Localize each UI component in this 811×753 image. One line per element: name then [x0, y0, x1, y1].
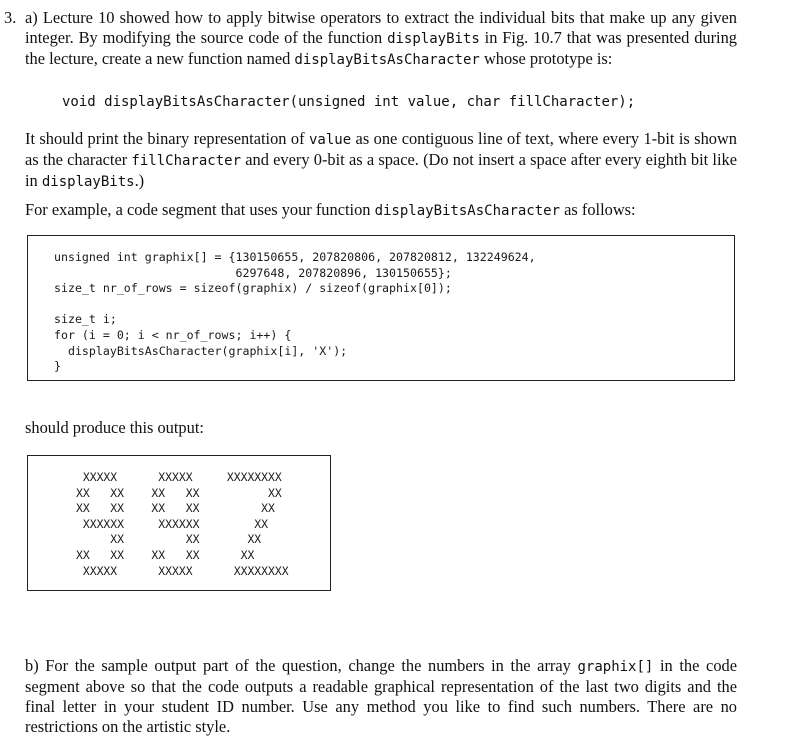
inline-code: displayBitsAsCharacter [374, 203, 561, 219]
sample-output-box [27, 455, 331, 591]
part-a-intro-paragraph [25, 8, 737, 70]
example-intro-paragraph [25, 200, 737, 221]
question-number: 3. [4, 8, 17, 27]
function-prototype: void displayBitsAsCharacter(unsigned int value, char fillCharacter); [62, 94, 636, 110]
code-line: XX XX XX [76, 532, 262, 547]
code-line: XX XX XX XX XX [76, 485, 282, 500]
text-run: as one contiguous line of text, where every 1-bit is shown as the character [25, 129, 737, 169]
inline-code: fillCharacter [131, 153, 241, 169]
text-run: as follows: [560, 200, 636, 219]
text-run: It should print the binary representation of [25, 129, 309, 148]
text-run: For example, a code segment that uses your function [25, 200, 375, 219]
code-line: displayBitsAsCharacter(graphix[i], 'X'); [54, 343, 348, 358]
text-run: b) For the sample output part of the question, change the numbers in the array [25, 656, 578, 675]
description-paragraph [25, 129, 737, 192]
code-listing-box [27, 235, 735, 381]
code-line: unsigned int graphix[] = {130150655, 207820806, 207820812, 132249624, [54, 250, 536, 264]
code-line [54, 297, 536, 313]
text-run: in Fig. 10.7 that was presented during the lecture, create a new function named [25, 28, 737, 68]
text-run: and every 0-bit as a space. (Do not insert a space after every eighth bit like in [25, 150, 737, 190]
output-intro: should produce this output: [25, 418, 204, 437]
code-line: 6297648, 207820896, 130150655}; [54, 265, 452, 280]
code-line: XX XX XX XX XX [76, 547, 255, 562]
text-run: whose prototype is: [479, 49, 613, 68]
code-line: } [54, 359, 61, 374]
text-run: in the code segment above so that the code outputs a readable graphical representation of the last two digits and the final letter in your student ID number. Use any method you like to find such numbers. There are no restrictions on the artistic style. [25, 656, 737, 736]
inline-code: displayBits [387, 31, 480, 47]
inline-code: graphix[] [577, 659, 654, 675]
code-line: for (i = 0; i < nr_of_rows; i++) { [54, 327, 292, 342]
inline-code: displayBits [41, 174, 135, 190]
text-run: .) [134, 171, 145, 190]
code-listing [54, 250, 536, 375]
code-line: XX XX XX XX XX [76, 501, 275, 516]
code-line: XXXXX XXXXX XXXXXXXX [76, 563, 289, 578]
text-run: a) Lecture 10 showed how to apply bitwise operators to extract the individual bits that make up any given integer. By modifying the source code of the function [25, 8, 737, 47]
sample-output [76, 470, 289, 579]
inline-code: value [308, 132, 352, 148]
inline-code: displayBitsAsCharacter [294, 52, 480, 68]
code-line: XXXXX XXXXX XXXXXXXX [76, 470, 282, 484]
code-line: size_t nr_of_rows = sizeof(graphix) / sizeof(graphix[0]); [54, 281, 452, 296]
code-line: size_t i; [54, 312, 117, 327]
part-b-paragraph [25, 656, 737, 737]
code-line: XXXXXX XXXXXX XX [76, 516, 269, 531]
